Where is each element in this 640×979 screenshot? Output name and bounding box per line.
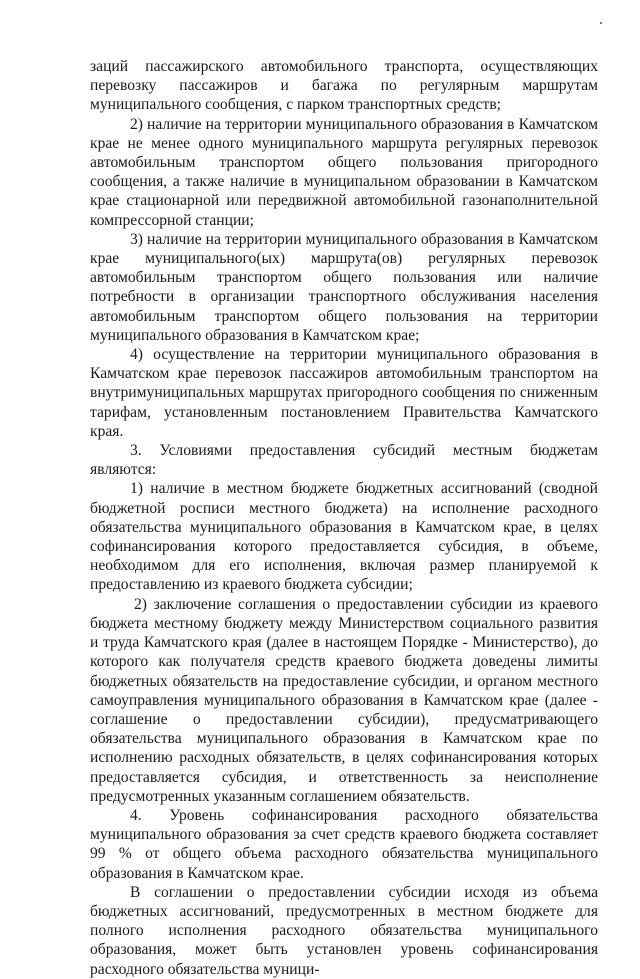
paragraph-continuation: заций пассажирского автомобильного транспорта, осуществляющих перевозку пассажиров и багажа по регулярным маршрутам муниципального сообщения, с парком транспортных средств; [90,58,598,114]
paragraph-section-3: 3. Условиями предоставления субсидий местным бюджетам являются: [90,442,598,479]
paragraph-section-4: 4. Уровень софинансирования расходного обязательства муниципального образования за счет средств краевого бюджета составляет 99 % от общего объема расходного обязательства муниципального образования в Камчатском крае. [90,806,598,882]
paragraph-condition-1: 1) наличие в местном бюджете бюджетных ассигнований (сводной бюджетной росписи местного бюджета) на исполнение расходного обязательства муниципального образования в Камчатском крае, в целях софинансирования которого предоставляется субсидия, в объеме, необходимом для его исполнения, включая размер планируемой к предоставлению из краевого бюджета субсидии; [90,480,598,594]
paragraph-item-2: 2) наличие на территории муниципального образования в Камчатском крае не менее одного муниципального маршрута регулярных перевозок автомобильным транспортом общего пользования пригородного сообщения, а также наличие в муниципальном образовании в Камчатском крае стационарной или передвижной автомобильной газонаполнительной компрессорной станции; [90,115,598,229]
paragraph-item-4: 4) осуществление на территории муниципального образования в Камчатском крае перевозок пассажиров автомобильным транспортом на внутримуниципальных маршрутах пригородного сообщения по сниженным тарифам, установленным постановлением Правительства Камчатского края. [90,346,598,440]
scan-speck [600,22,602,24]
paragraph-condition-2: 2) заключение соглашения о предоставлении субсидии из краевого бюджета местному бюджету между Министерством социального развития и труда Камчатского края (далее в настоящем Порядке - Министерство), до которого как получателя средств краевого бюджета доведены лимиты бюджетных обязательств на предоставление субсидии, и органом местного самоуправления муниципального образования в Камчатском крае (далее - соглашение о предоставлении субсидии), предусматривающего обязательства муниципального образования в Камчатском крае по исполнению расходных обязательств, в целях софинансирования которых предоставляется субсидия, и ответственность за неисполнение предусмотренных указанным соглашением обязательств. [90,595,598,805]
document-page [90,57,598,979]
paragraph-item-3: 3) наличие на территории муниципального образования в Камчатском крае муниципального(ых) маршрута(ов) регулярных перевозок автомобильным транспортом общего пользования или наличие потребности в организации транспортного обслуживания населения автомобильным транспортом общего пользования на территории муниципального образования в Камчатском крае; [90,230,598,344]
paragraph-agreement: В соглашении о предоставлении субсидии исходя из объема бюджетных ассигнований, предусмотренных в местном бюджете для полного исполнения расходного обязательства муниципального образования, может быть установлен уровень софинансирования расходного обязательства муници- [90,883,598,978]
